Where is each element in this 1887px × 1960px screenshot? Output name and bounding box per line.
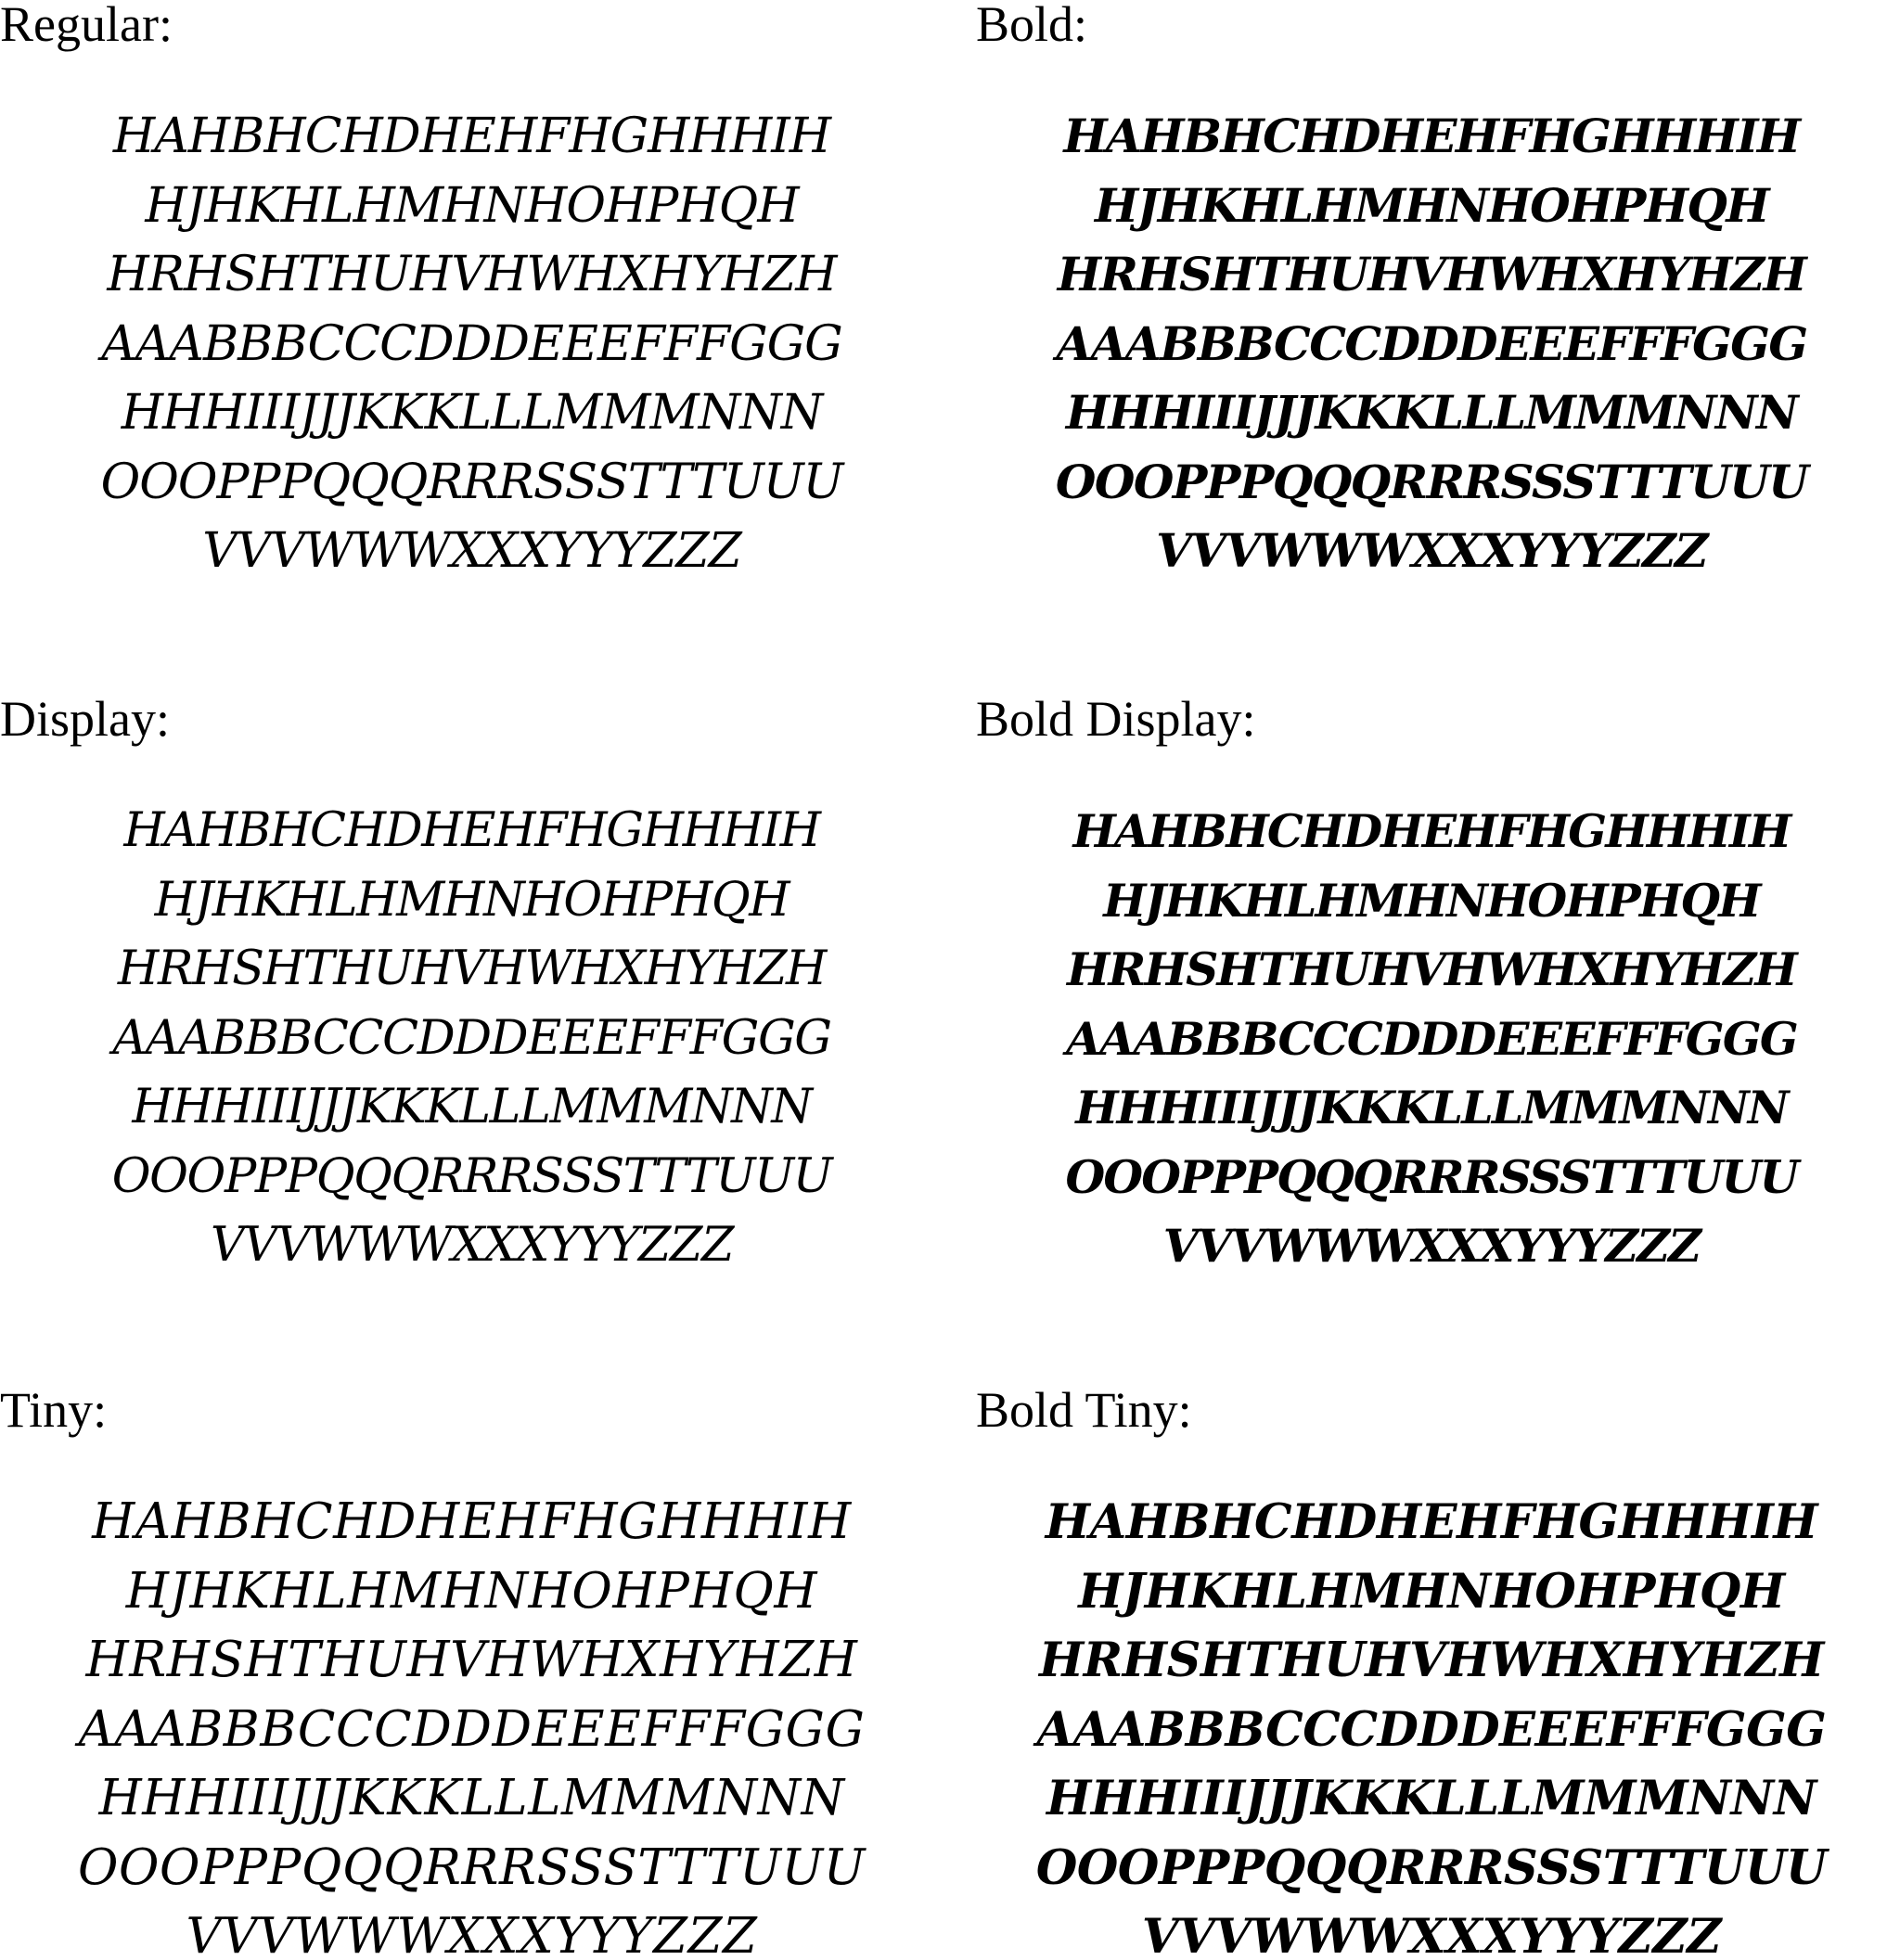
specimen-line: AAABBBCCCDDDEEEFFFGGG xyxy=(101,315,842,372)
specimen-line: OOOPPPQQQRRRSSSTTTUUU xyxy=(77,1838,866,1896)
specimen-line: HRHSHTHUHVHWHXHYHZH xyxy=(1067,942,1796,996)
specimen-line: HJHKHLHMHNHOHPHQH xyxy=(1103,873,1760,928)
specimen-line: OOOPPPQQQRRRSSSTTTUUU xyxy=(1035,1839,1828,1896)
specimen-line: HJHKHLHMHNHOHPHQH xyxy=(1078,1563,1785,1620)
specimen-line: OOOPPPQQQRRRSSSTTTUUU xyxy=(1055,454,1808,509)
specimen-tiny xyxy=(0,1386,944,1960)
specimen-line: HHHIIIJJJKKKLLLMMMNNN xyxy=(98,1770,845,1826)
specimen-line: HHHIIIJJJKKKLLLMMMNNN xyxy=(1065,385,1798,440)
specimen-line: AAABBBCCCDDDEEEFFFGGG xyxy=(1056,315,1807,371)
specimen-line: VVVWWWXXXYYYZZZ xyxy=(1141,1909,1722,1960)
specimen-line: OOOPPPQQQRRRSSSTTTUUU xyxy=(111,1148,832,1204)
section-label-tiny: Tiny: xyxy=(0,1386,108,1438)
section-label-regular: Regular: xyxy=(0,0,173,52)
specimen-line: AAABBBCCCDDDEEEFFFGGG xyxy=(112,1010,831,1066)
specimen-line: HAHBHCHDHEHFHGHHHIH xyxy=(1063,109,1800,163)
specimen-text-regular xyxy=(0,102,944,586)
specimen-line: HJHKHLHMHNHOHPHQH xyxy=(154,872,789,928)
section-label-bold-tiny: Bold Tiny: xyxy=(976,1386,1192,1438)
specimen-line: HJHKHLHMHNHOHPHQH xyxy=(145,177,799,234)
section-label-display: Display: xyxy=(0,695,170,747)
specimen-line: VVVWWWXXXYYYZZZ xyxy=(186,1908,758,1960)
specimen-text-tiny xyxy=(0,1488,944,1960)
specimen-line: HHHIIIJJJKKKLLLMMMNNN xyxy=(1075,1081,1788,1134)
specimen-line: HRHSHTHUHVHWHXHYHZH xyxy=(107,247,837,302)
specimen-bold xyxy=(976,0,1887,649)
specimen-text-bold-tiny xyxy=(976,1488,1887,1960)
specimen-line: HAHBHCHDHEHFHGHHHIH xyxy=(92,1493,852,1550)
specimen-line: HAHBHCHDHEHFHGHHHIH xyxy=(1045,1494,1818,1550)
specimen-line: AAABBBCCCDDDEEEFFFGGG xyxy=(1036,1701,1827,1758)
specimen-display xyxy=(0,695,944,1344)
specimen-line: VVVWWWXXXYYYZZZ xyxy=(211,1218,733,1273)
specimen-line: AAABBBCCCDDDEEEFFFGGG xyxy=(78,1700,866,1758)
specimen-line: HAHBHCHDHEHFHGHHHIH xyxy=(1072,804,1791,858)
specimen-line: HJHKHLHMHNHOHPHQH xyxy=(1095,177,1768,233)
specimen-line: HRHSHTHUHVHWHXHYHZH xyxy=(85,1632,858,1688)
specimen-line: HRHSHTHUHVHWHXHYHZH xyxy=(1057,247,1806,301)
section-label-bold-display: Bold Display: xyxy=(976,695,1256,747)
specimen-line: HJHKHLHMHNHOHPHQH xyxy=(125,1562,818,1620)
specimen-bold-tiny xyxy=(976,1386,1887,1960)
specimen-text-display xyxy=(0,797,944,1281)
specimen-line: VVVWWWXXXYYYZZZ xyxy=(1162,1219,1701,1273)
specimen-line: OOOPPPQQQRRRSSSTTTUUU xyxy=(1065,1149,1798,1204)
specimen-bold-display xyxy=(976,695,1887,1344)
specimen-line: AAABBBCCCDDDEEEFFFGGG xyxy=(1066,1011,1797,1066)
specimen-line: OOOPPPQQQRRRSSSTTTUUU xyxy=(100,454,843,510)
specimen-line: HHHIIIJJJKKKLLLMMMNNN xyxy=(1046,1771,1816,1826)
specimen-text-bold-display xyxy=(976,797,1887,1281)
specimen-line: HRHSHTHUHVHWHXHYHZH xyxy=(117,942,827,996)
section-label-bold: Bold: xyxy=(976,0,1088,52)
specimen-line: VVVWWWXXXYYYZZZ xyxy=(202,523,741,579)
specimen-text-bold xyxy=(976,102,1887,586)
specimen-line: HAHBHCHDHEHFHGHHHIH xyxy=(112,109,831,164)
specimen-regular xyxy=(0,0,944,649)
specimen-line: HHHIIIJJJKKKLLLMMMNNN xyxy=(121,385,823,441)
specimen-line: HRHSHTHUHVHWHXHYHZH xyxy=(1039,1633,1824,1688)
specimen-line: HAHBHCHDHEHFHGHHHIH xyxy=(123,803,820,858)
specimen-line: HHHIIIJJJKKKLLLMMMNNN xyxy=(132,1080,812,1134)
specimen-line: VVVWWWXXXYYYZZZ xyxy=(1156,523,1707,578)
